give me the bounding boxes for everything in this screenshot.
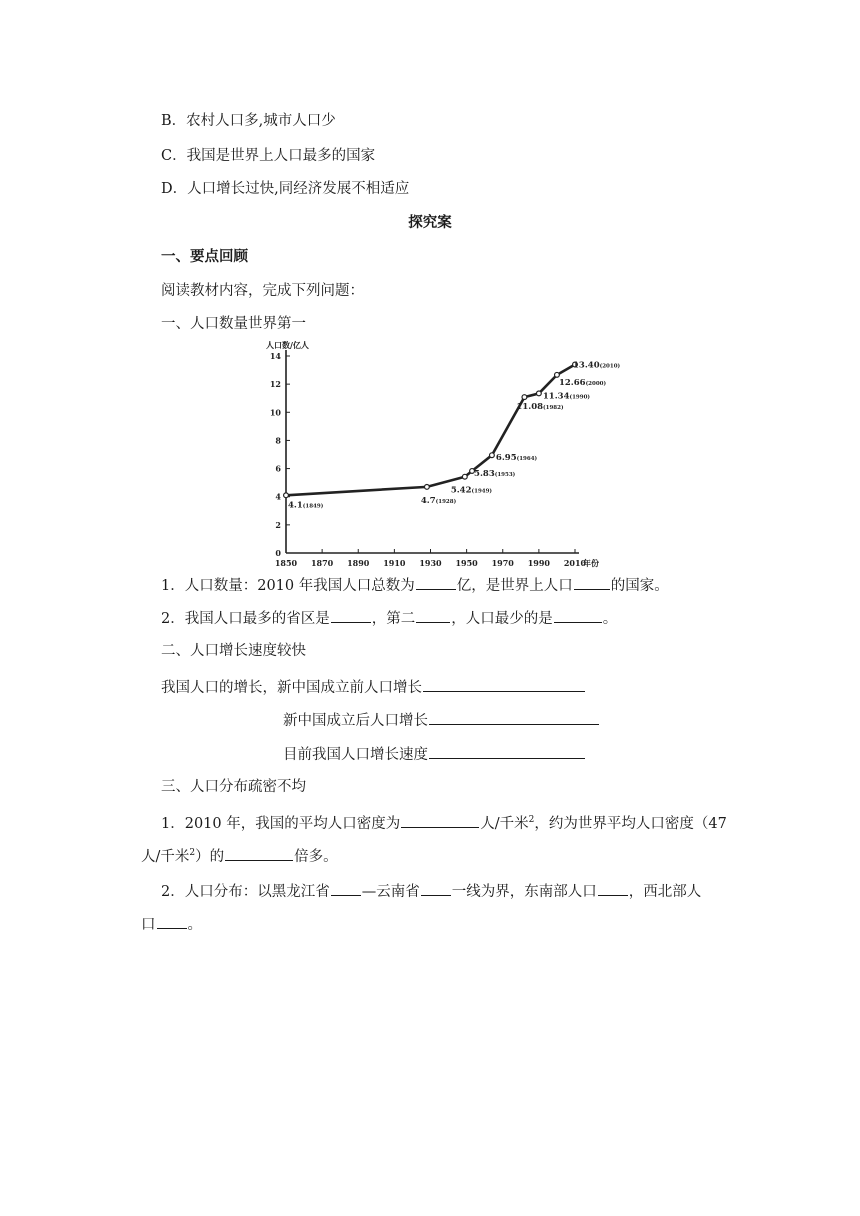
x-tick-label: 1950 [455, 558, 478, 568]
data-point [284, 493, 289, 498]
data-label: 4.1(1849) [288, 500, 324, 511]
data-point [522, 395, 527, 400]
data-point [424, 484, 429, 489]
y-tick-label: 12 [269, 379, 281, 390]
population-line-chart [264, 336, 624, 568]
q4-prefix: 2．人口分布：以黑龙江省 [161, 884, 330, 900]
q1-suffix: 的国家。 [610, 578, 669, 594]
blank-most-populous-province[interactable] [331, 607, 371, 623]
growth-line2-text: 新中国成立后人口增长 [283, 713, 428, 729]
q4-mid1: —云南省 [361, 884, 420, 900]
q4-mid3: ，西北部人 [628, 884, 702, 900]
data-point [490, 453, 495, 458]
q3-unit: 人/千米 [480, 816, 529, 832]
q3-line2-prefix: 人/千米 [141, 849, 190, 865]
q3-sup: 2 [528, 815, 535, 826]
y-tick-label: 2 [275, 519, 281, 530]
data-label: 6.95(1964) [495, 453, 538, 464]
question-4-line1 [161, 880, 701, 902]
option-d: D．人口增长过快,同经济发展不相适应 [161, 181, 410, 197]
x-tick-label: 1850 [274, 558, 298, 568]
y-tick-label: 8 [275, 435, 281, 446]
x-tick-label: 1870 [310, 558, 334, 568]
data-label: 11.08(1982) [516, 402, 564, 413]
part2-title: 二、人口增长速度较快 [161, 643, 306, 659]
x-tick-label: 1930 [419, 558, 442, 568]
blank-density-multiple[interactable] [225, 845, 293, 861]
data-label: 5.42(1949) [450, 485, 493, 496]
data-point [462, 474, 467, 479]
blank-yunnan-city[interactable] [421, 880, 451, 896]
q3-line2-sup: 2 [189, 848, 196, 859]
data-point [536, 391, 541, 396]
blank-heilongjiang-city[interactable] [331, 880, 361, 896]
blank-least-populous-province[interactable] [554, 607, 602, 623]
q3-line2-suffix: 倍多。 [294, 849, 338, 865]
q2-mid1: ，第二 [371, 611, 416, 627]
blank-second-province[interactable] [416, 607, 450, 623]
blank-growth-before[interactable] [423, 676, 585, 692]
y-tick-label: 10 [269, 407, 281, 418]
q2-suffix: 。 [602, 611, 618, 627]
part3-title: 三、人口分布疏密不均 [161, 779, 306, 795]
part1-title: 一、人口数量世界第一 [161, 316, 306, 332]
blank-growth-after[interactable] [429, 709, 599, 725]
q4-mid2: 一线为界，东南部人口 [451, 884, 597, 900]
q1-prefix: 1．人口数量：2010 年我国人口总数为 [161, 578, 415, 594]
y-tick-label: 0 [275, 548, 281, 558]
growth-line3-text: 目前我国人口增长速度 [283, 747, 428, 763]
x-tick-label: 1890 [347, 558, 370, 568]
blank-growth-current[interactable] [429, 743, 585, 759]
section-title: 探究案 [408, 215, 452, 231]
y-tick-label: 4 [275, 491, 281, 502]
question-3-line2 [141, 845, 338, 867]
x-axis-label: 年份 [583, 558, 599, 568]
data-label: 4.7(1928) [420, 495, 457, 506]
x-tick-label: 1910 [383, 558, 406, 568]
growth-current [283, 743, 586, 765]
x-tick-label: 2010 [563, 558, 587, 568]
blank-northwest-population[interactable] [157, 913, 187, 929]
x-tick-label: 1970 [491, 558, 514, 568]
option-c: C．我国是世界上人口最多的国家 [161, 148, 376, 164]
growth-before-1949 [161, 676, 586, 698]
question-2 [161, 607, 617, 629]
data-label: 5.83(1953) [474, 468, 516, 479]
y-tick-label: 14 [269, 351, 281, 361]
data-label: 11.34(1990) [542, 391, 591, 402]
option-b: B．农村人口多,城市人口少 [161, 113, 336, 129]
data-label: 13.40(2010) [573, 360, 621, 371]
q3-mid: ，约为世界平均人口密度（47 [534, 816, 727, 832]
blank-total-population[interactable] [416, 574, 456, 590]
y-tick-label: 6 [275, 463, 281, 474]
growth-line1-text: 我国人口的增长，新中国成立前人口增长 [161, 680, 422, 696]
q3-prefix: 1．2010 年，我国的平均人口密度为 [161, 816, 401, 832]
blank-population-density[interactable] [401, 812, 479, 828]
growth-after-1949 [283, 709, 600, 731]
question-1 [161, 574, 669, 596]
q2-prefix: 2．我国人口最多的省区是 [161, 611, 330, 627]
y-axis-label: 人口数/亿人 [266, 340, 309, 350]
q4-line2-prefix: 口 [141, 917, 156, 933]
question-3-line1 [161, 812, 727, 834]
q2-mid2: ，人口最少的是 [451, 611, 553, 627]
q1-mid: 亿，是世界上人口 [456, 578, 573, 594]
heading-key-points: 一、要点回顾 [161, 249, 248, 265]
series-line [286, 364, 575, 495]
q3-line2-mid: ）的 [195, 849, 225, 865]
blank-southeast-population[interactable] [598, 880, 628, 896]
data-label: 12.66(2000) [558, 377, 607, 388]
data-point [555, 372, 560, 377]
instruction: 阅读教材内容，完成下列问题： [161, 283, 364, 299]
blank-population-rank[interactable] [574, 574, 610, 590]
question-4-line2 [141, 913, 202, 935]
q4-line2-suffix: 。 [187, 917, 202, 933]
x-tick-label: 1990 [527, 558, 551, 568]
